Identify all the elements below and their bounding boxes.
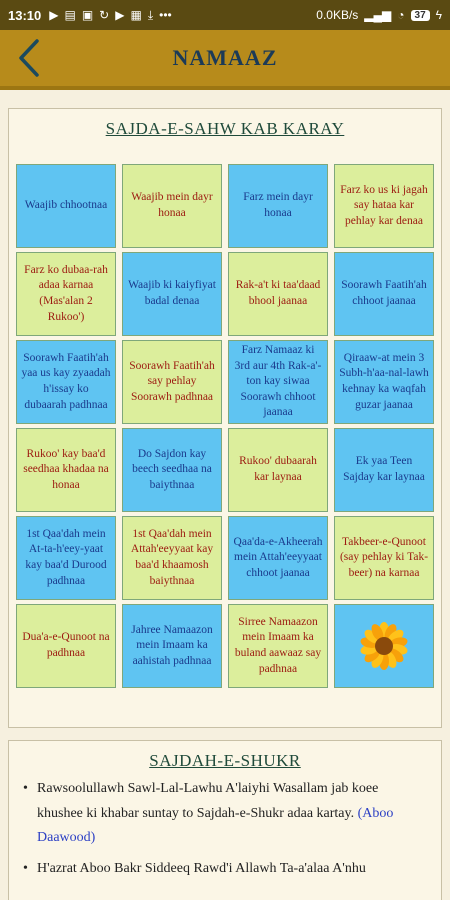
bag-icon: ▣ — [81, 7, 94, 22]
play-icon: ▶ — [49, 7, 59, 22]
list-item — [23, 777, 427, 851]
grid-cell-flower — [334, 604, 434, 688]
grid-cell[interactable]: Farz Namaaz ki 3rd aur 4th Rak-a'-ton kay siwaa Soorawh chhoot jaanaa — [228, 340, 328, 424]
grid-cell[interactable]: Waajib mein dayr honaa — [122, 164, 222, 248]
grid-cell[interactable]: Qiraaw-at mein 3 Subh-h'aa-nal-lawh kehnay ka waqfah guzar jaanaa — [334, 340, 434, 424]
grid-cell[interactable]: Jahree Namaazon mein Imaam ka aahistah padhnaa — [122, 604, 222, 688]
back-button[interactable] — [12, 38, 46, 78]
status-time: 13:10 — [8, 7, 42, 23]
shukr-list — [9, 771, 441, 881]
sahw-grid — [16, 164, 434, 688]
grid-cell[interactable]: Soorawh Faatih'ah yaa us kay zyaadah h'issay ko dubaarah padhnaa — [16, 340, 116, 424]
wifi-icon: ◔ — [397, 8, 405, 22]
list-item-text: Rawsoolullawh Sawl-Lal-Lawhu A'laiyhi Wasallam jab koee khushee ki khabar suntay to Sajdah-e-Shukr adaa kartay. — [37, 781, 379, 821]
grid-cell[interactable]: 1st Qaa'dah mein Attah'eeyyaat kay baa'd khaamosh baiythnaa — [122, 516, 222, 600]
message-icon: ▤ — [64, 7, 76, 22]
sync-icon: ↻ — [99, 7, 110, 22]
grid-cell[interactable]: Ek yaa Teen Sajday kar laynaa — [334, 428, 434, 512]
page-title: NAMAAZ — [172, 45, 278, 70]
chevron-left-icon — [18, 39, 40, 77]
list-item-text: H'azrat Aboo Bakr Siddeeq Rawd'i Allawh Ta-a'alaa A'nhu — [37, 860, 366, 876]
grid-cell[interactable]: Soorawh Faatih'ah say pehlay Soorawh padhnaa — [122, 340, 222, 424]
grid-cell[interactable]: Farz mein dayr honaa — [228, 164, 328, 248]
status-right — [316, 8, 442, 22]
charging-icon: ϟ — [435, 8, 442, 22]
status-bar — [0, 0, 450, 30]
grid-cell[interactable]: Farz ko dubaa-rah adaa karnaa (Mas'alan 2 Rukoo') — [16, 252, 116, 336]
grid-cell[interactable]: Rukoo' dubaarah kar laynaa — [228, 428, 328, 512]
sajdah-e-shukr-panel — [8, 740, 442, 900]
grid-cell[interactable]: Soorawh Faatih'ah chhoot jaanaa — [334, 252, 434, 336]
grid-cell[interactable]: Qaa'da-e-Akheerah mein Attah'eeyyaat chhoot jaanaa — [228, 516, 328, 600]
grid-cell[interactable]: Farz ko us ki jagah say hataa kar pehlay kar denaa — [334, 164, 434, 248]
grid-cell[interactable]: Sirree Namaazon mein Imaam ka buland aawaaz say padhnaa — [228, 604, 328, 688]
section-title: SAJDAH-E-SHUKR — [149, 751, 301, 770]
reference-link[interactable]: (Aboo Daawood) — [37, 805, 394, 845]
sajda-e-sahw-panel — [8, 108, 442, 728]
grid-cell[interactable]: Rukoo' kay baa'd seedhaa khadaa na honaa — [16, 428, 116, 512]
notification-icons — [49, 8, 171, 23]
download-icon: ⤓ — [147, 7, 154, 22]
grid-cell[interactable]: Waajib ki kaiyfiyat badal denaa — [122, 252, 222, 336]
video-icon: ▶ — [115, 7, 125, 22]
grid-cell[interactable]: Takbeer-e-Qunoot (say pehlay ki Tak-beer) na karnaa — [334, 516, 434, 600]
more-dots-icon: ••• — [159, 7, 172, 22]
app-bar — [0, 30, 450, 90]
sunflower-icon — [360, 622, 408, 670]
photo-icon: ▦ — [130, 7, 142, 22]
section-title: SAJDA-E-SAHW KAB KARAY — [105, 119, 345, 138]
grid-cell[interactable]: Waajib chhootnaa — [16, 164, 116, 248]
battery-badge: 37 — [411, 10, 430, 21]
network-speed: 0.0KB/s — [316, 8, 359, 22]
grid-cell[interactable]: 1st Qaa'dah mein At-ta-h'eey-yaat kay baa'd Durood padhnaa — [16, 516, 116, 600]
grid-cell[interactable]: Do Sajdon kay beech seedhaa na baiythnaa — [122, 428, 222, 512]
list-item — [23, 857, 427, 882]
signal-icon: ▂▄▆ — [364, 8, 392, 22]
grid-cell[interactable]: Rak-a't ki taa'daad bhool jaanaa — [228, 252, 328, 336]
grid-cell[interactable]: Dua'a-e-Qunoot na padhnaa — [16, 604, 116, 688]
